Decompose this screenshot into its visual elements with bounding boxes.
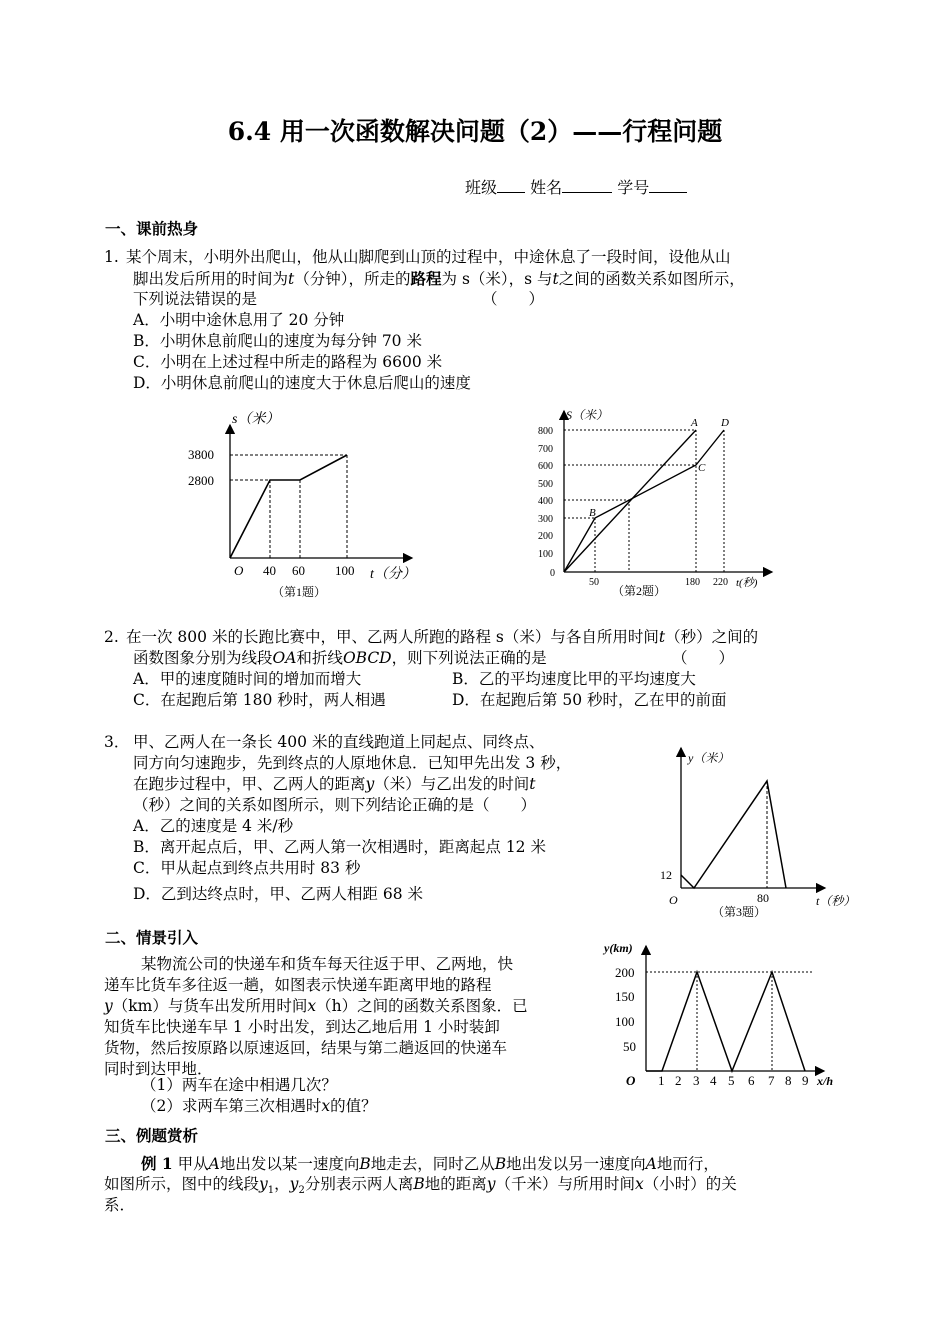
fig2-point-d: D: [721, 417, 729, 429]
q1-line-2: 脚出发后所用的时间为t（分钟），所走的路程为 s（米），s 与t之间的函数关系如图所示，: [133, 269, 745, 288]
intro-line-3: y（km）与货车出发所用时间x（h）之间的函数关系图象．已: [104, 997, 528, 1015]
fig1-xtick: 40: [263, 563, 276, 578]
section-heading-1: 一、课前热身: [105, 219, 199, 238]
q2-number: 2.: [104, 628, 119, 646]
figure-1-graph: [180, 405, 440, 605]
number-label: 学号: [617, 178, 650, 197]
q3-line-1: 甲、乙两人在一条长 400 米的直线跑道上同起点、同终点、: [133, 733, 545, 751]
fig3-ytick: 12: [660, 868, 672, 882]
section-heading-2: 二、情景引入: [105, 928, 199, 947]
fig2-xtick: 180: [685, 577, 700, 588]
intro-line-4: 知货车比快递车早 1 小时出发，到达乙地后用 1 小时装卸: [104, 1018, 500, 1036]
q2-option-b: B．乙的平均速度比甲的平均速度大: [452, 670, 696, 688]
fig2-ytick: 200: [538, 531, 553, 542]
fig4-xtick: 3: [693, 1073, 700, 1088]
fig2-ytick: 100: [538, 549, 553, 560]
q3-option-d: D．乙到达终点时，甲、乙两人相距 68 米: [133, 885, 424, 903]
name-label: 姓名: [530, 178, 563, 197]
q3-option-b: B．离开起点后，甲、乙两人第一次相遇时，距离起点 12 米: [133, 838, 546, 856]
intro-question-2: （2）求两车第三次相遇时x的值？: [141, 1097, 377, 1115]
fig1-xlabel: t（分）: [370, 567, 416, 582]
fig3-ylabel: y（米）: [688, 751, 730, 765]
q1-option-a: A．小明中途休息用了 20 分钟: [133, 311, 345, 329]
fig3-xlabel: t（秒）: [816, 894, 856, 908]
intro-line-6: 同时到达甲地．: [104, 1060, 213, 1078]
intro-line-1: 某物流公司的快递车和货车每天往返于甲、乙两地，快: [141, 955, 514, 973]
fig2-xtick: 220: [713, 577, 728, 588]
fig3-caption: （第3题）: [712, 905, 767, 919]
fig2-ytick: 700: [538, 444, 553, 455]
fig4-ytick: 100: [615, 1014, 635, 1029]
q2-option-c: C．在起跑后第 180 秒时，两人相遇: [133, 691, 386, 709]
page-title: 6.4 用一次函数解决问题（2）——行程问题: [227, 117, 723, 146]
fig2-xtick: 50: [589, 577, 599, 588]
fig2-ylabel: S（米）: [566, 408, 609, 422]
q1-option-c: C．小明在上述过程中所走的路程为 6600 米: [133, 353, 443, 371]
fig1-caption: （第1题）: [272, 585, 327, 599]
fig4-xtick: 5: [728, 1073, 735, 1088]
q1-answer-paren: （ ）: [482, 290, 545, 308]
q3-line-3: 在跑步过程中，甲、乙两人的距离y（米）与乙出发的时间t: [133, 775, 536, 793]
figure-2-graph: [532, 405, 782, 600]
fig4-xtick: 2: [675, 1073, 682, 1088]
fig1-xtick: 60: [292, 563, 305, 578]
fig2-caption: （第2题）: [612, 584, 667, 598]
fig2-point-c: C: [698, 462, 706, 474]
fig1-ytick: 2800: [188, 473, 214, 488]
q1-line-3: 下列说法错误的是: [133, 290, 258, 308]
intro-question-1: （1）两车在途中相遇几次？: [141, 1076, 337, 1094]
intro-line-2: 递车比货车多往返一趟，如图表示快递车距离甲地的路程: [104, 976, 492, 994]
fig2-point-a: A: [691, 417, 698, 429]
fig2-ytick: 800: [538, 426, 553, 437]
fig2-ytick: 600: [538, 461, 553, 472]
q3-line-4: （秒）之间的关系如图所示，则下列结论正确的是（ ）: [133, 796, 537, 814]
fig4-xtick: 1: [658, 1073, 665, 1088]
q2-option-a: A．甲的速度随时间的增加而增大: [133, 670, 362, 688]
fig4-ytick: 50: [623, 1039, 636, 1054]
figure-3-graph: [655, 742, 870, 922]
section-heading-3: 三、例题赏析: [105, 1126, 199, 1145]
q2-answer-paren: （ ）: [672, 649, 735, 667]
fig3-xtick: 80: [757, 891, 769, 905]
name-blank[interactable]: [562, 178, 612, 193]
class-label: 班级: [465, 178, 498, 197]
fig4-ytick: 150: [615, 989, 635, 1004]
q3-number: 3．: [104, 733, 130, 751]
fig2-origin: 0: [550, 568, 555, 579]
example-line-3: 系．: [104, 1196, 136, 1214]
q2-line-2: 函数图象分别为线段OA和折线OBCD，则下列说法正确的是: [133, 649, 547, 667]
figure-4-graph: [598, 938, 848, 1093]
q1-option-d: D．小明休息前爬山的速度大于休息后爬山的速度: [133, 374, 471, 392]
class-blank[interactable]: [497, 178, 525, 193]
q2-line-1: 在一次 800 米的长跑比赛中，甲、乙两人所跑的路程 s（米）与各自所用时间t（秒）之间的: [126, 628, 759, 646]
header-fields: [465, 177, 687, 198]
q3-option-a: A．乙的速度是 4 米/秒: [133, 817, 294, 835]
q2-option-d: D．在起跑后第 50 秒时，乙在甲的前面: [452, 691, 727, 709]
fig4-xtick: 7: [768, 1073, 775, 1088]
example-line-2: 如图所示，图中的线段$y_1$，$y_2$分别表示两人离B地的距离y（千米）与所用时间x（小时）的关: [104, 1175, 737, 1197]
fig4-ytick: 200: [615, 965, 635, 980]
number-blank[interactable]: [649, 178, 687, 193]
fig4-ylabel: y(km): [604, 941, 633, 955]
q1-option-b: B．小明休息前爬山的速度为每分钟 70 米: [133, 332, 422, 350]
fig4-xlabel: x/h: [817, 1074, 834, 1088]
q3-line-2: 同方向匀速跑步，先到终点的人原地休息．已知甲先出发 3 秒，: [133, 754, 572, 772]
q1-number: 1.: [104, 248, 119, 266]
intro-line-5: 货物，然后按原路以原速返回，结果与第二趟返回的快递车: [104, 1039, 508, 1057]
fig2-point-b: B: [589, 507, 596, 519]
q3-option-c: C．甲从起点到终点共用时 83 秒: [133, 859, 361, 877]
fig4-origin: O: [626, 1073, 636, 1088]
fig2-ytick: 400: [538, 496, 553, 507]
fig4-xtick: 9: [802, 1073, 809, 1088]
fig1-origin: O: [234, 563, 244, 578]
fig1-ylabel: s（米）: [232, 412, 280, 427]
fig2-ytick: 300: [538, 514, 553, 525]
fig1-ytick: 3800: [188, 447, 214, 462]
fig1-xtick: 100: [335, 563, 355, 578]
fig3-origin: O: [669, 893, 678, 907]
fig2-ytick: 500: [538, 479, 553, 490]
fig4-xtick: 6: [748, 1073, 755, 1088]
fig2-xlabel: t(秒): [736, 577, 758, 589]
q1-line-1: 某个周末，小明外出爬山，他从山脚爬到山顶的过程中，中途休息了一段时间，设他从山: [126, 248, 731, 266]
fig4-xtick: 4: [710, 1073, 717, 1088]
example-line-1: 例 1 甲从A地出发以某一速度向B地走去，同时乙从B地出发以另一速度向A地而行，: [141, 1154, 719, 1173]
fig4-xtick: 8: [785, 1073, 792, 1088]
